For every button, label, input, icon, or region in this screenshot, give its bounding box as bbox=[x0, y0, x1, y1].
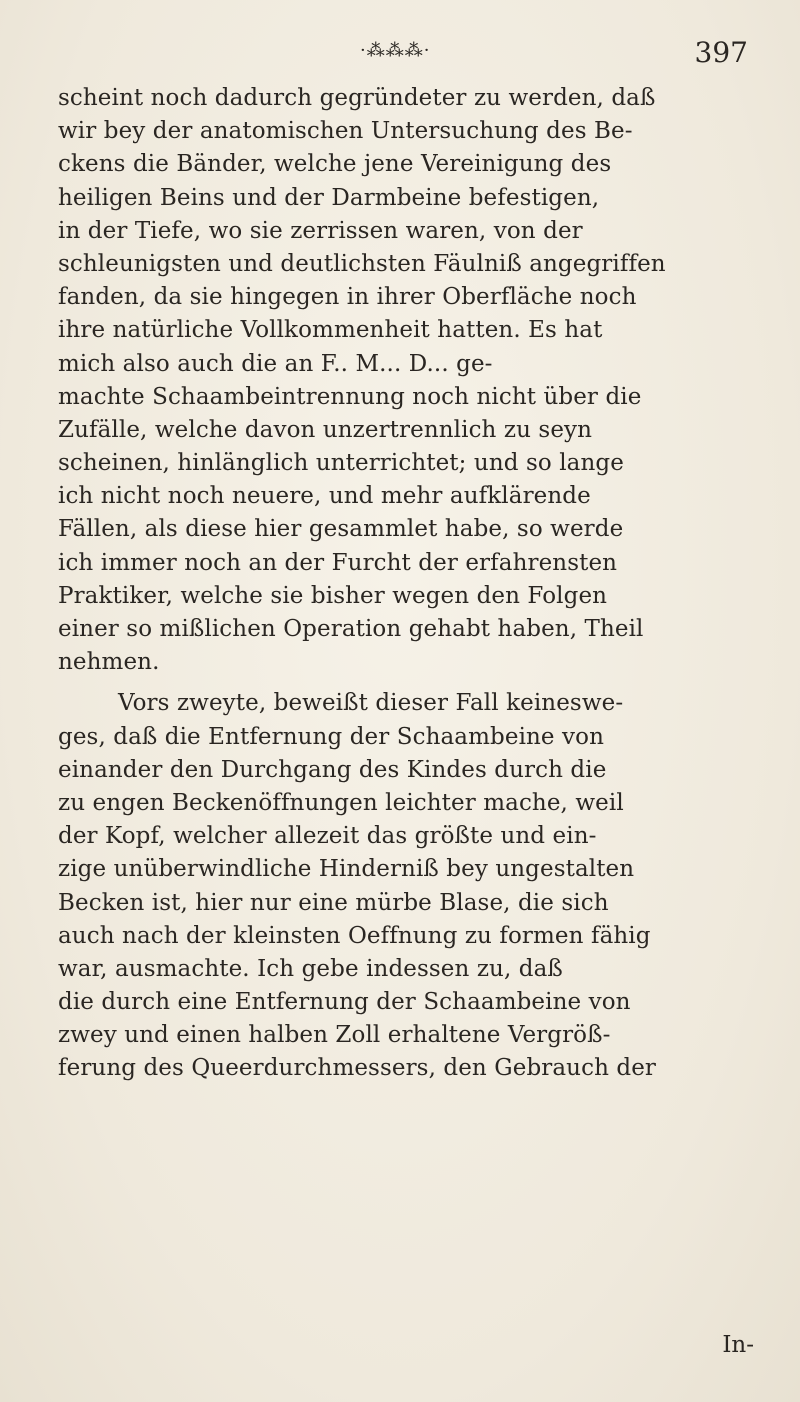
text-line: ckens die Bänder, welche jene Vereinigung des bbox=[58, 151, 612, 178]
page-header bbox=[0, 34, 800, 74]
text-line: die durch eine Entfernung der Schaambeine von bbox=[58, 989, 631, 1016]
text-line: war, ausmachte. Ich gebe indessen zu, daß bbox=[58, 955, 563, 982]
text-line: einander den Durchgang des Kindes durch die bbox=[58, 756, 607, 783]
text-line: Fällen, als diese hier gesammlet habe, so werde bbox=[58, 516, 624, 543]
text-line: ges, daß die Entfernung der Schaambeine von bbox=[58, 723, 605, 750]
paragraph-gap bbox=[58, 679, 760, 687]
text-line: ich nicht noch neuere, und mehr aufklärende bbox=[58, 483, 591, 510]
header-ornament: ·⁂⁂⁂· bbox=[360, 40, 431, 61]
text-line: ich immer noch an der Furcht der erfahrensten bbox=[58, 549, 618, 576]
text-line: mich also auch die an F.. M... D... ge- bbox=[58, 350, 493, 377]
text-line: ferung des Queerdurchmessers, den Gebrauch der bbox=[58, 1055, 657, 1082]
text-line: zige unüberwindliche Hinderniß bey ungestalten bbox=[58, 856, 635, 883]
text-line: heiligen Beins und der Darmbeine befestigen, bbox=[58, 184, 600, 211]
text-line: nehmen. bbox=[58, 649, 160, 676]
text-line: machte Schaambeintrennung noch nicht über die bbox=[58, 383, 642, 410]
page-number: 397 bbox=[694, 36, 748, 69]
text-line: schleunigsten und deutlichsten Fäulniß angegriffen bbox=[58, 250, 666, 277]
text-line: scheint noch dadurch gegründeter zu werden, daß bbox=[58, 85, 656, 111]
text-line: Zufälle, welche davon unzertrennlich zu seyn bbox=[58, 416, 593, 443]
text-line: ihre natürliche Vollkommenheit hatten. Es hat bbox=[58, 317, 603, 344]
text-line: Becken ist, hier nur eine mürbe Blase, die sich bbox=[58, 889, 609, 916]
text-line: Vors zweyte, beweißt dieser Fall keineswe- bbox=[118, 690, 624, 717]
text-line: der Kopf, welcher allezeit das größte und ein- bbox=[58, 823, 597, 850]
text-line: fanden, da sie hingegen in ihrer Oberfläche noch bbox=[58, 284, 637, 311]
catchword: In- bbox=[722, 1332, 754, 1358]
text-line: scheinen, hinlänglich unterrichtet; und so lange bbox=[58, 450, 624, 477]
body-text bbox=[58, 82, 760, 1086]
text-line: in der Tiefe, wo sie zerrissen waren, von der bbox=[58, 217, 583, 244]
paragraph-1 bbox=[58, 82, 760, 679]
text-line: zu engen Beckenöffnungen leichter mache, weil bbox=[58, 789, 624, 816]
text-line: einer so mißlichen Operation gehabt haben, Theil bbox=[58, 616, 644, 642]
text-line: zwey und einen halben Zoll erhaltene Vergröß- bbox=[58, 1022, 611, 1049]
paragraph-2 bbox=[58, 687, 760, 1085]
text-line: auch nach der kleinsten Oeffnung zu formen fähig bbox=[58, 922, 651, 949]
text-line: Praktiker, welche sie bisher wegen den Folgen bbox=[58, 582, 608, 609]
text-line: wir bey der anatomischen Untersuchung des Be- bbox=[58, 118, 633, 145]
